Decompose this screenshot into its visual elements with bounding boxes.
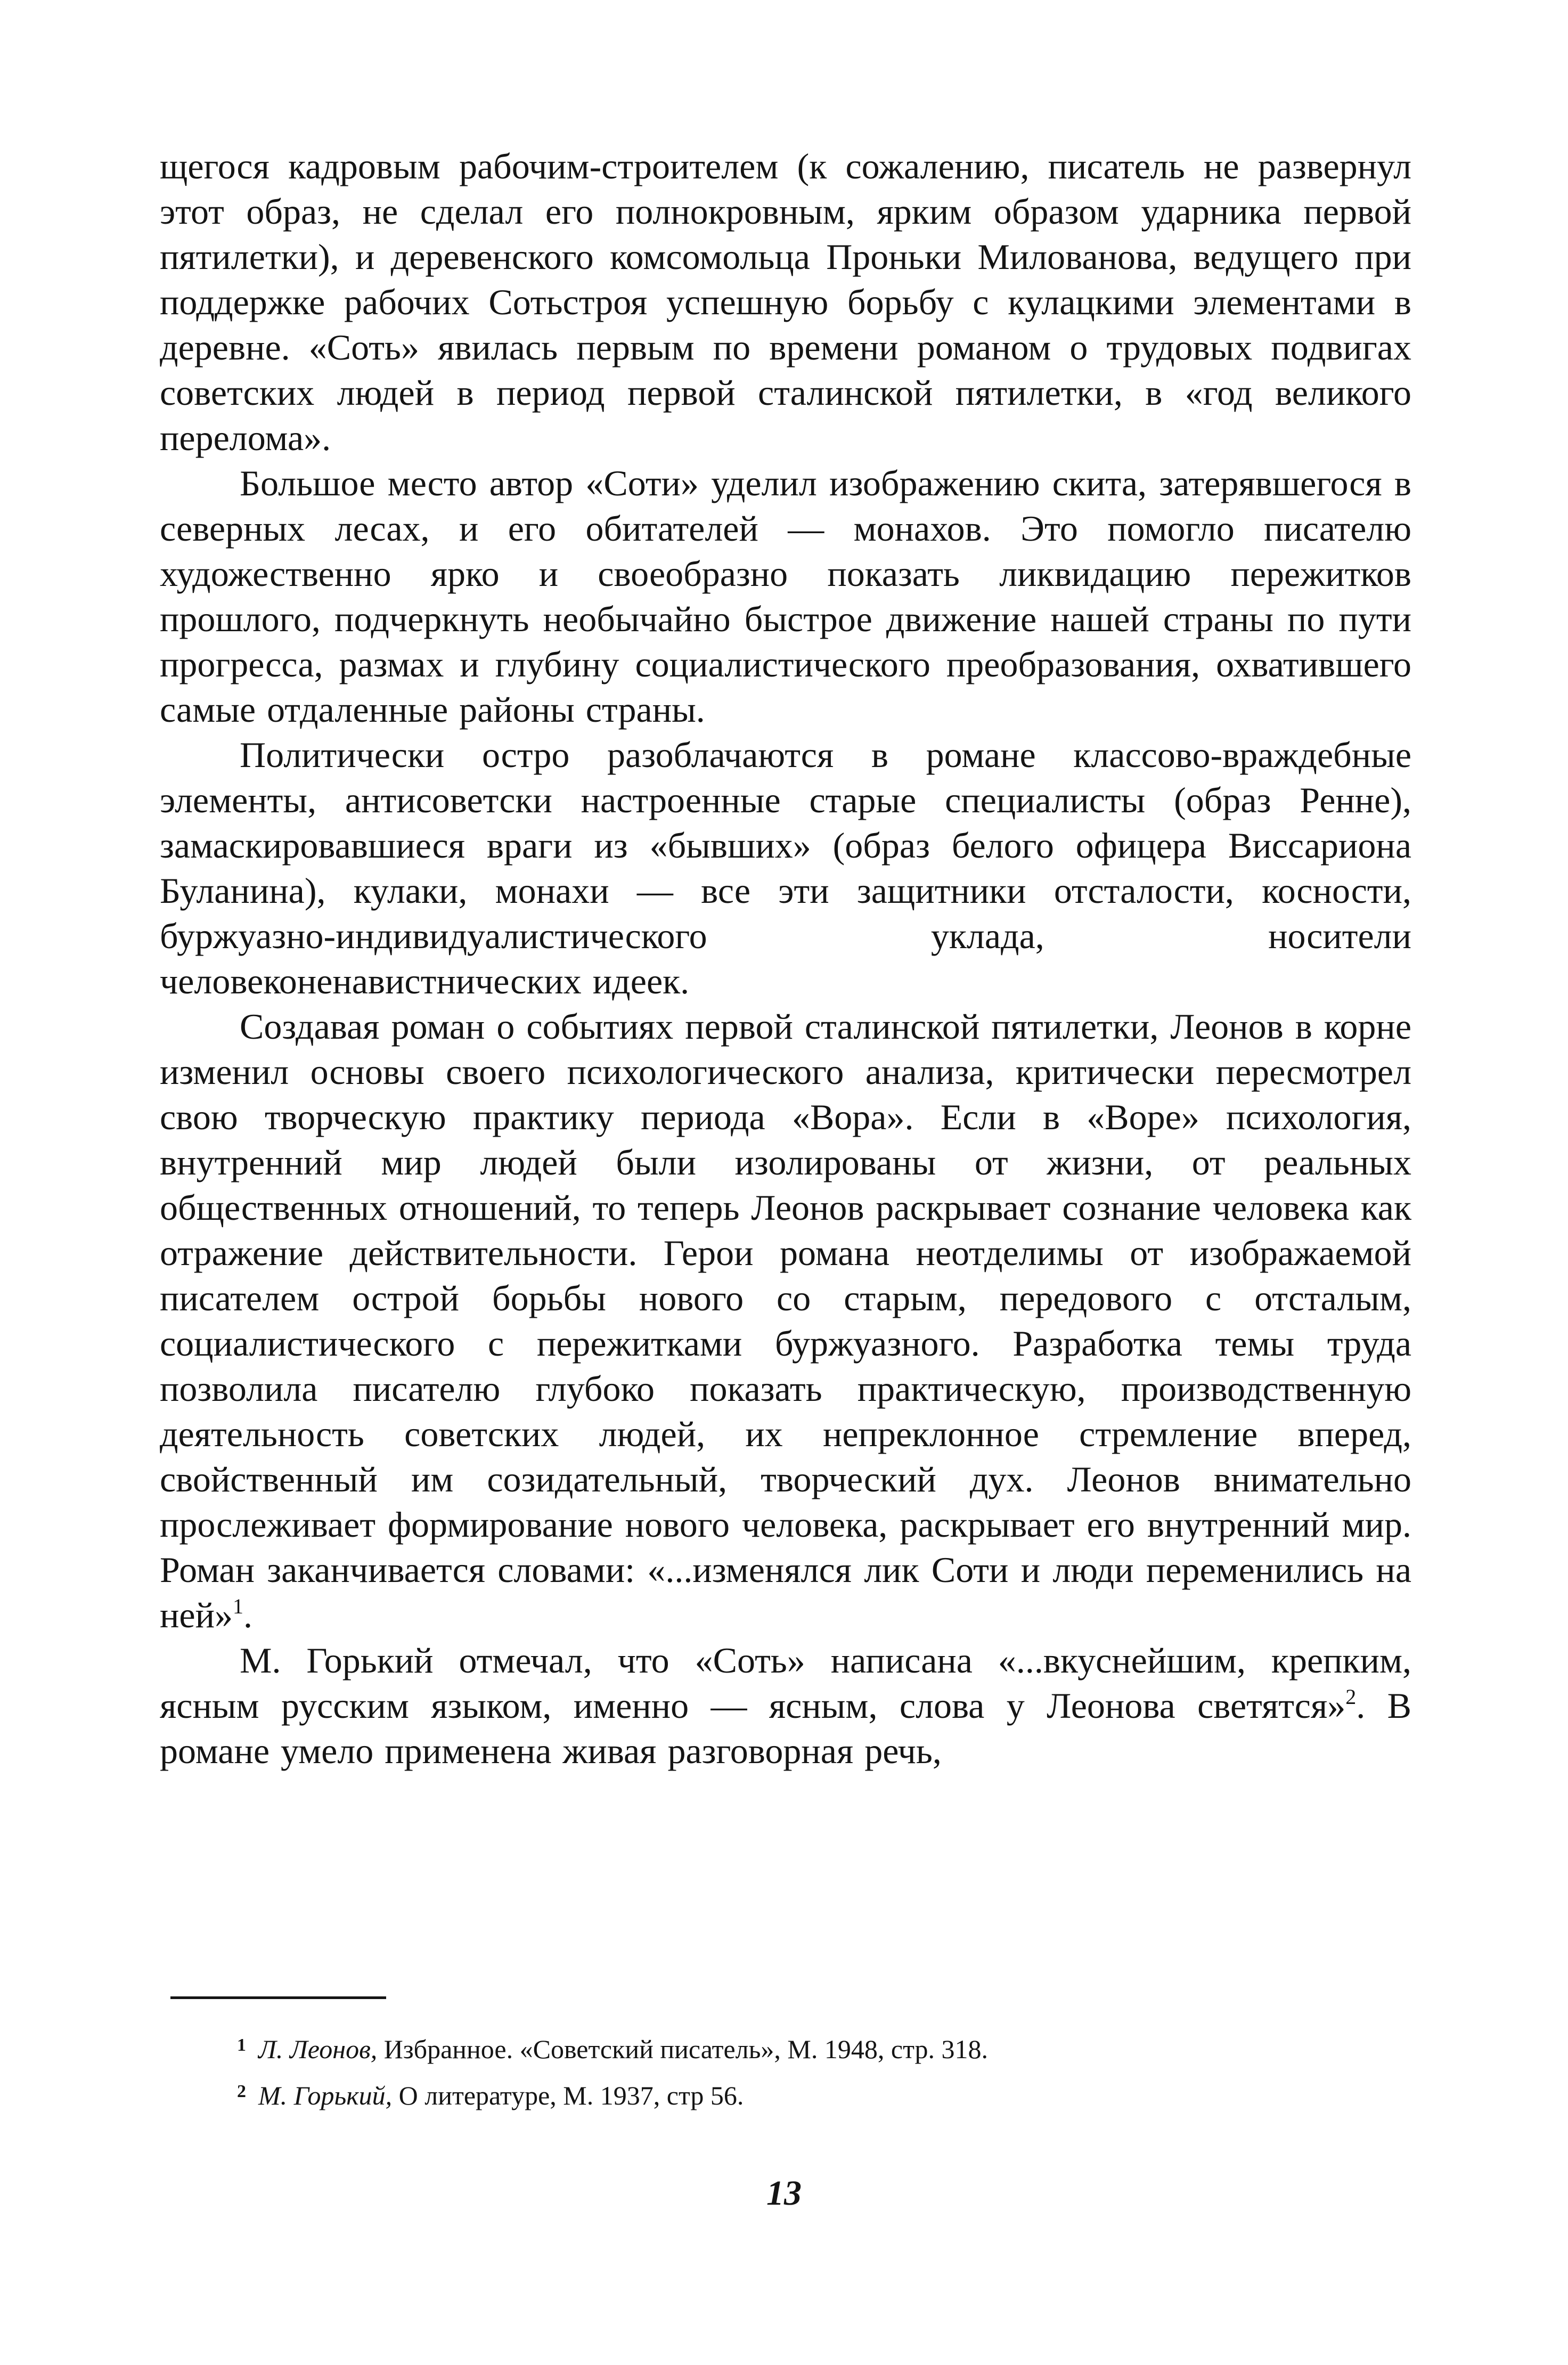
footnote-2-number: 2 <box>237 2082 246 2101</box>
paragraph-5-tail: . В романе умело применена живая разговорная речь, <box>160 1685 1411 1771</box>
paragraph-4 <box>160 1004 1411 1638</box>
paragraph-5 <box>160 1638 1411 1774</box>
paragraph-5-text: М. Горький отмечал, что «Соть» написана «...вкуснейшим, крепким, ясным русским языком, именно — ясным, слова у Леонова светятся» <box>160 1640 1411 1726</box>
body-text <box>160 144 1411 1774</box>
footnote-1-author: Л. Леонов, <box>258 2034 378 2064</box>
paragraph-2-text: Большое место автор «Соти» уделил изображению скита, затерявшегося в северных лесах, и его обитателей — монахов. Это помогло писателю художественно ярко и своеобразно показать ликвидацию пережитков прошлого, подчеркнуть необычайно быстрое движение нашей страны по пути прогресса, размах и глубину социалистического преобразования, охватившего самые отдаленные районы страны. <box>160 463 1411 730</box>
footnote-ref-1[interactable]: 1 <box>232 1594 243 1618</box>
footnotes <box>160 2024 1411 2117</box>
page-body <box>160 144 1411 1774</box>
footnote-ref-2[interactable]: 2 <box>1345 1685 1357 1709</box>
footnote-separator <box>170 1996 386 1999</box>
page-number: 13 <box>766 2174 802 2213</box>
paragraph-4-text: Создавая роман о событиях первой сталинской пятилетки, Леонов в корне изменил основы своего психологического анализа, критически пересмотрел свою творческую практику периода «Вора». Если в «Воре» психология, внутренний мир людей были изолированы от жизни, от реальных общественных отношений, то теперь Леонов раскрывает сознание человека как отражение действительности. Герои романа неотделимы от изображаемой писателем острой борьбы нового со старым, передового с отсталым, социалистического с пережитками буржуазного. Разработка темы труда позволила писателю глубоко показать практическую, производственную деятельность советских людей, их непреклонное стремление вперед, свойственный им созидательный, творческий дух. Леонов внимательно прослеживает формирование нового человека, раскрывает его внутренний мир. Роман заканчивается словами: «...изменялся лик Соти и люди переменились на ней» <box>160 1006 1411 1635</box>
footnote-1-number: 1 <box>237 2035 246 2055</box>
footnote-2-author: М. Горький, <box>258 2081 393 2110</box>
paragraph-3-text: Политически остро разоблачаются в романе классово-враждебные элементы, антисоветски настроенные старые специалисты (образ Ренне), замаскировавшиеся враги из «бывших» (образ белого офицера Виссариона Буланина), кулаки, монахи — все эти защитники отсталости, косности, буржуазно-индивидуалистического уклада, носители человеконенавистнических идеек. <box>160 735 1411 1001</box>
paragraph-3 <box>160 732 1411 1004</box>
paragraph-4-tail: . <box>243 1595 252 1635</box>
paragraph-1-text: щегося кадровым рабочим-строителем (к сожалению, писатель не развернул этот образ, не сделал его полнокровным, ярким образом ударника первой пятилетки), и деревенского комсомольца Проньки Милованова, ведущего при поддержке рабочих Сотьстроя успешную борьбу с кулацкими элементами в деревне. «Соть» явилась первым по времени романом о трудовых подвигах советских людей в период первой сталинской пятилетки, в «год великого перелома». <box>160 146 1411 458</box>
footnote-2 <box>160 2070 1411 2117</box>
paragraph-2 <box>160 461 1411 732</box>
footnote-2-text: О литературе, М. 1937, стр 56. <box>392 2081 744 2110</box>
footnote-1-text: Избранное. «Советский писатель», М. 1948, стр. 318. <box>377 2034 989 2064</box>
paragraph-1 <box>160 144 1411 461</box>
footnote-1 <box>160 2024 1411 2070</box>
